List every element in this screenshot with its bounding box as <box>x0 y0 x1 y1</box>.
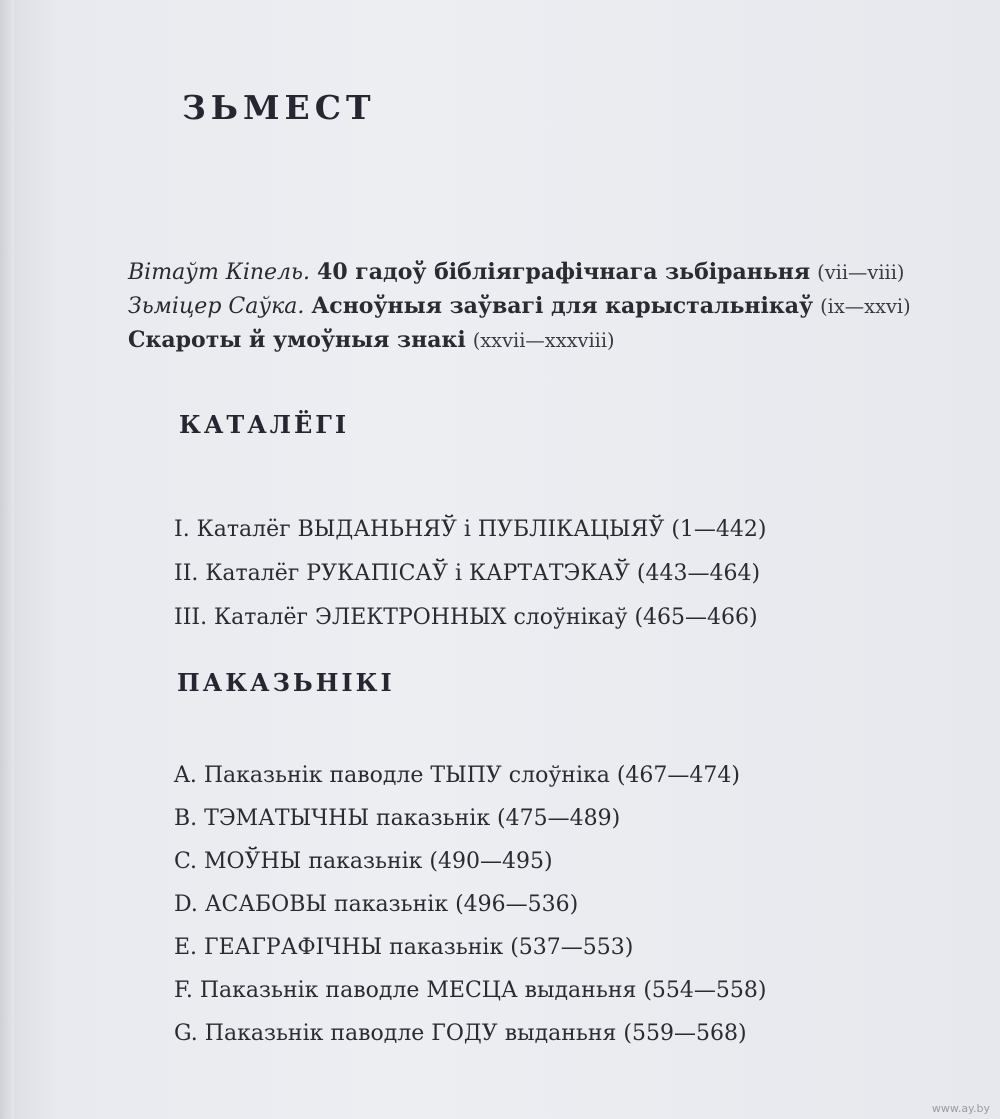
intro-line-2 <box>128 293 911 319</box>
index-item-c: C. МОЎНЫ паказьнік (490—495) <box>174 849 553 874</box>
index-item-d: D. АСАБОВЫ паказьнік (496—536) <box>174 892 579 917</box>
index-item-b: B. ТЭМАТЫЧНЫ паказьнік (475—489) <box>174 806 621 831</box>
intro-author-1: Вітаўт Кіпель. <box>128 260 311 285</box>
indexes-heading: ПАКАЗЬНІКІ <box>177 668 395 697</box>
index-item-f: F. Паказьнік паводле МЕСЦА выданьня (554—558) <box>174 978 767 1003</box>
catalog-item-2: II. Каталёг РУКАПІСАЎ і КАРТАТЭКАЎ (443—464) <box>174 561 761 586</box>
catalog-item-1: I. Каталёг ВЫДАНЬНЯЎ і ПУБЛІКАЦЫЯЎ (1—442) <box>174 517 767 542</box>
intro-pages-3: (xxvii—xxxviii) <box>472 329 615 352</box>
catalogs-heading: КАТАЛЁГІ <box>179 410 350 439</box>
intro-line-3 <box>128 327 615 353</box>
intro-author-2: Зьміцер Саўка. <box>128 294 305 319</box>
intro-pages-2: (ix—xxvi) <box>820 295 911 318</box>
index-item-e: E. ГЕАГРАФІЧНЫ паказьнік (537—553) <box>174 935 634 960</box>
page-title: ЗЬМЕСТ <box>182 88 376 127</box>
intro-title-1: 40 гадоў бібліяграфічнага зьбіраньня <box>317 259 811 285</box>
index-item-a: A. Паказьнік паводле ТЫПУ слоўніка (467—474) <box>174 763 740 788</box>
watermark: www.ay.by <box>931 1102 990 1115</box>
catalog-item-3: III. Каталёг ЭЛЕКТРОННЫХ слоўнікаў (465—466) <box>174 605 758 630</box>
page-gutter <box>0 0 14 1119</box>
intro-title-3: Скароты й умоўныя знакі <box>128 327 466 353</box>
intro-pages-1: (vii—viii) <box>817 261 905 284</box>
intro-title-2: Асноўныя заўвагі для карыстальнікаў <box>311 293 814 319</box>
intro-line-1 <box>128 259 904 285</box>
index-item-g: G. Паказьнік паводле ГОДУ выданьня (559—568) <box>174 1021 747 1046</box>
